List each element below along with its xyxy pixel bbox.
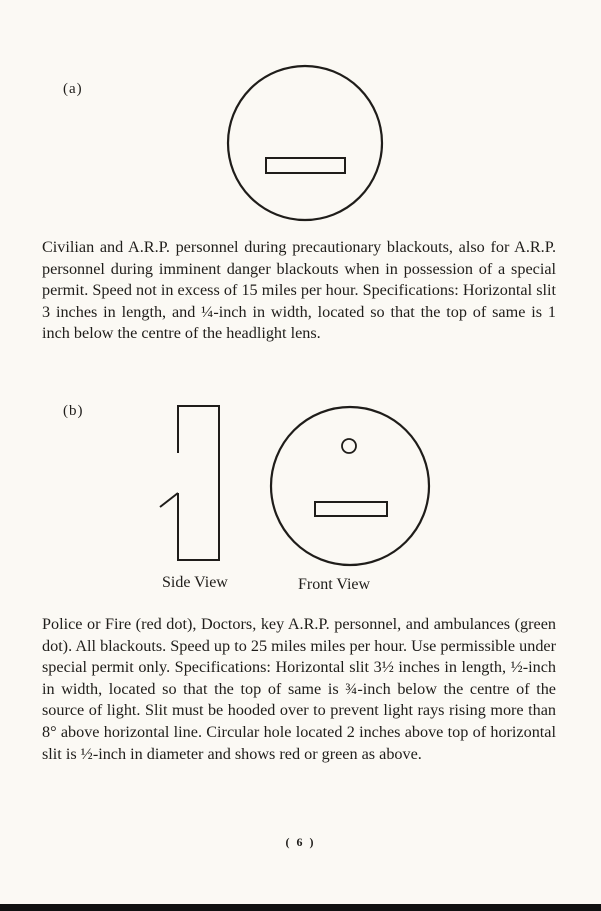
- horizontal-slit-b: [315, 502, 387, 516]
- headlight-lens-circle-a: [228, 66, 382, 220]
- figure-b-front-view-diagram: [0, 390, 601, 590]
- headlight-lens-circle-b: [271, 407, 429, 565]
- figure-b-label: (b): [63, 403, 84, 419]
- circular-hole: [342, 439, 356, 453]
- paragraph-b: Police or Fire (red dot), Doctors, key A.R.P. personnel, and ambulances (green dot). All blackouts. Speed up to 25 miles miles per hour. Use permissible under special permit only. Specifications: Horizontal slit 3½ inches in length, ½-inch in width, located so that the top of same is ¾-inch below the centre of the source of light. Slit must be hooded over to prevent light rays rising more than 8° above horizontal line. Circular hole located 2 inches above top of horizontal slit is ½-inch in diameter and shows red or green as above.: [42, 615, 556, 763]
- horizontal-slit-a: [266, 158, 345, 173]
- paragraph-a: Civilian and A.R.P. personnel during precautionary blackouts, also for A.R.P. personnel during imminent danger blackouts when in possession of a special permit. Speed not in excess of 15 miles per hour. Specifications: Horizontal slit 3 inches in length, and ¼-inch in width, located so that the top of same is 1 inch below the centre of the headlight lens.: [42, 238, 556, 343]
- side-view-caption: Side View: [162, 574, 228, 591]
- scan-bottom-edge: [0, 904, 601, 911]
- figure-a-label: (a): [63, 81, 83, 97]
- figure-a-headlight-diagram: [0, 0, 601, 240]
- page-number: ( 6 ): [285, 835, 316, 849]
- front-view-caption: Front View: [298, 576, 371, 593]
